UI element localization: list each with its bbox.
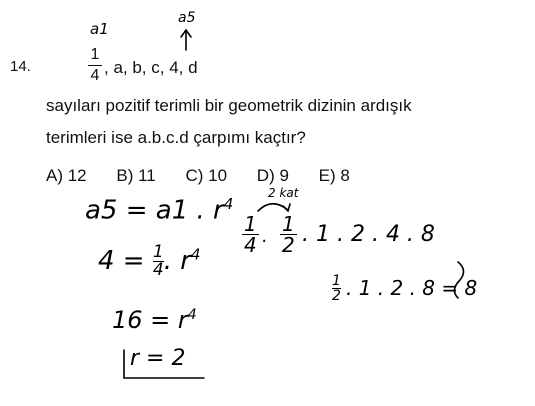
option-a[interactable]: A) 12	[46, 166, 87, 185]
question-text-line-2: terimleri ise a.b.c.d çarpımı kaçtır?	[46, 128, 306, 147]
handwritten-note: 2 kat	[268, 186, 299, 200]
handwritten-product: . 1 . 2 . 8 = 8	[346, 276, 478, 300]
fraction-denominator: 4	[90, 67, 100, 84]
equation-2-denominator: 4	[152, 260, 164, 280]
option-e[interactable]: E) 8	[318, 166, 350, 185]
hand-quarter-den: 4	[244, 233, 257, 257]
fraction-numerator: 1	[90, 46, 100, 63]
equation-1-exponent: 4	[223, 195, 234, 213]
equation-1-body: a5 = a1 . r	[85, 195, 224, 226]
handwritten-half-small: 1 2	[332, 273, 341, 304]
equation-2-exponent: 4	[190, 245, 201, 264]
option-d[interactable]: D) 9	[256, 166, 289, 185]
equation-3-body: 16 = r	[112, 306, 188, 334]
result-underline	[124, 350, 204, 378]
option-c[interactable]: C) 10	[185, 166, 228, 185]
handwritten-a5-label: a5	[178, 10, 196, 26]
hand-quarter-num: 1	[244, 212, 257, 236]
handwritten-a1-label: a1	[90, 20, 109, 38]
option-b[interactable]: B) 11	[116, 166, 156, 185]
equation-3-exponent: 4	[187, 307, 197, 323]
handwritten-half: 1 2	[282, 212, 295, 257]
question-text-line-1: sayıları pozitif terimli bir geometrik dizinin ardışık	[46, 96, 412, 115]
handwritten-result-r: r = 2	[130, 346, 186, 371]
sequence-terms: , a, b, c, 4, d	[104, 58, 198, 77]
handwritten-dot: .	[262, 226, 268, 247]
final-answer-emphasis	[454, 262, 463, 298]
equation-2-tail: . r	[163, 246, 191, 276]
curved-arrow-head-icon	[283, 204, 290, 211]
handwritten-sequence-tail: . 1 . 2 . 4 . 8	[302, 222, 435, 247]
equation-2-lhs: 4 =	[98, 246, 153, 276]
equation-2-numerator: 1	[152, 242, 164, 262]
question-number: 14.	[10, 58, 31, 75]
